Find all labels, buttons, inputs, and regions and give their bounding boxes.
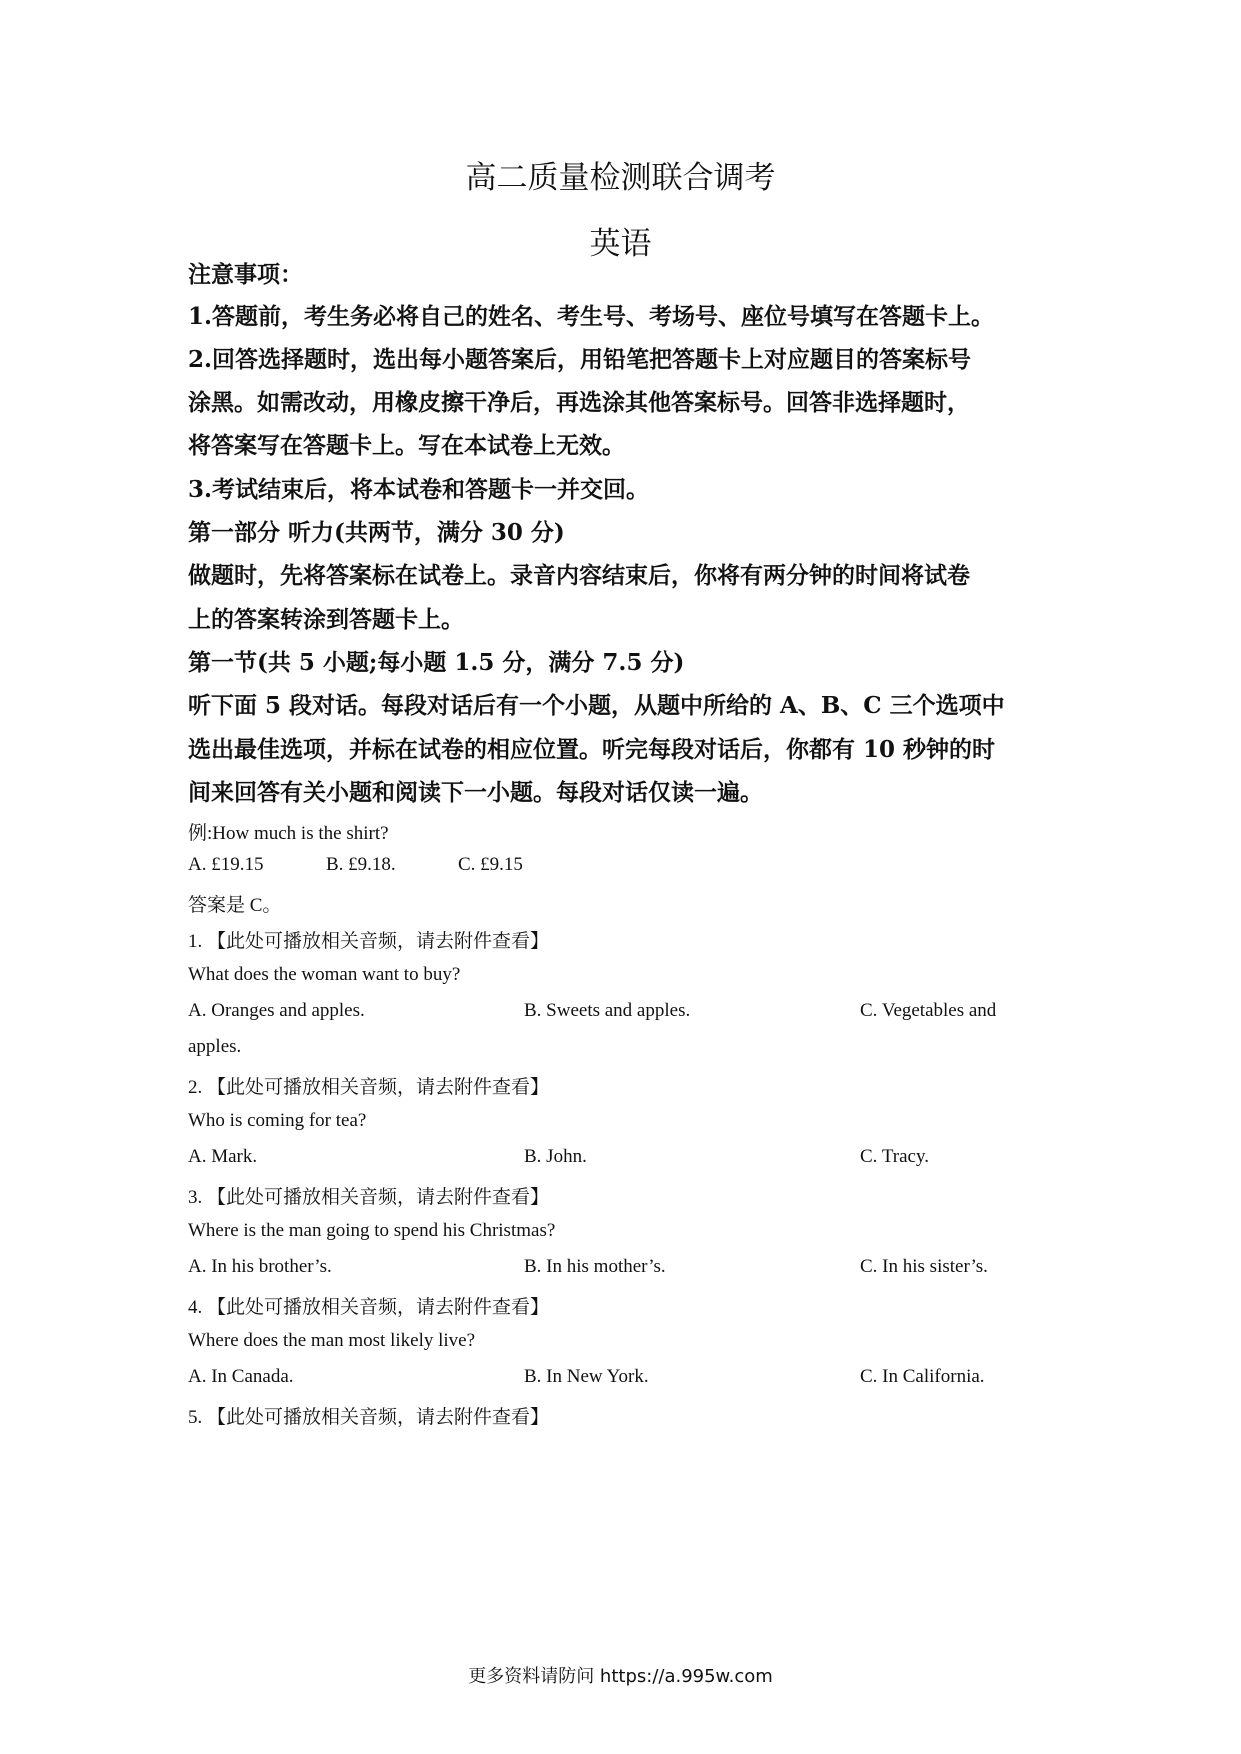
notice-line-3: 涂黑。如需改动，用橡皮擦干净后，再选涂其他答案标号。回答非选择题时， (188, 389, 970, 416)
part1-instruction-2: 上的答案转涂到答题卡上。 (188, 606, 464, 633)
part1-heading: 第一部分 听力(共两节，满分 30 分) (188, 519, 565, 546)
section1-instruction-1: 听下面 5 段对话。每段对话后有一个小题，从题中所给的 A、B、C 三个选项中 (188, 692, 1005, 719)
question-4-option-c: C. In California. (860, 1366, 985, 1387)
section1-heading: 第一节(共 5 小题;每小题 1.5 分，满分 7.5 分) (188, 649, 685, 676)
question-1-option-c-continuation: apples. (188, 1036, 242, 1057)
question-3-text: Where is the man going to spend his Christmas? (188, 1220, 556, 1241)
question-3-audio[interactable]: 3. 【此处可播放相关音频，请去附件查看】 (188, 1187, 550, 1208)
notice-line-5: 3.考试结束后，将本试卷和答题卡一并交回。 (188, 476, 650, 503)
section1-instruction-2: 选出最佳选项，并标在试卷的相应位置。听完每段对话后，你都有 10 秒钟的时 (188, 736, 996, 763)
notice-line-4: 将答案写在答题卡上。写在本试卷上无效。 (188, 432, 625, 459)
example-answer: 答案是 C。 (188, 895, 282, 916)
question-1-option-b: B. Sweets and apples. (524, 1000, 691, 1021)
example-option-a: A. £19.15 (188, 854, 264, 875)
question-2-option-a: A. Mark. (188, 1146, 258, 1167)
question-4-option-b: B. In New York. (524, 1366, 649, 1387)
notice-heading: 注意事项： (188, 261, 303, 288)
example-option-c: C. £9.15 (458, 854, 523, 875)
example-question: 例:How much is the shirt? (188, 823, 389, 844)
example-option-b: B. £9.18. (326, 854, 396, 875)
question-3-option-c: C. In his sister’s. (860, 1256, 988, 1277)
subject-title: 英语 (589, 226, 652, 262)
question-2-audio[interactable]: 2. 【此处可播放相关音频，请去附件查看】 (188, 1077, 550, 1098)
section1-instruction-3: 间来回答有关小题和阅读下一小题。每段对话仅读一遍。 (188, 779, 763, 806)
question-1-text: What does the woman want to buy? (188, 964, 461, 985)
question-5-audio[interactable]: 5. 【此处可播放相关音频，请去附件查看】 (188, 1407, 550, 1428)
exam-title: 高二质量检测联合调考 (465, 160, 776, 196)
question-3-option-a: A. In his brother’s. (188, 1256, 332, 1277)
question-4-option-a: A. In Canada. (188, 1366, 294, 1387)
notice-line-2: 2.回答选择题时，选出每小题答案后，用铅笔把答题卡上对应题目的答案标号 (188, 346, 972, 373)
question-4-audio[interactable]: 4. 【此处可播放相关音频，请去附件查看】 (188, 1297, 550, 1318)
question-4-text: Where does the man most likely live? (188, 1330, 476, 1351)
question-3-option-b: B. In his mother’s. (524, 1256, 666, 1277)
question-2-text: Who is coming for tea? (188, 1110, 367, 1131)
question-2-option-c: C. Tracy. (860, 1146, 929, 1167)
question-1-option-c: C. Vegetables and (860, 1000, 997, 1021)
question-1-audio[interactable]: 1. 【此处可播放相关音频，请去附件查看】 (188, 931, 550, 952)
footer-link[interactable]: 更多资料请防问 https://a.995w.com (468, 1666, 773, 1687)
notice-line-1: 1.答题前，考生务必将自己的姓名、考生号、考场号、座位号填写在答题卡上。 (188, 303, 995, 330)
part1-instruction-1: 做题时，先将答案标在试卷上。录音内容结束后，你将有两分钟的时间将试卷 (188, 562, 970, 589)
question-1-option-a: A. Oranges and apples. (188, 1000, 365, 1021)
question-2-option-b: B. John. (524, 1146, 587, 1167)
